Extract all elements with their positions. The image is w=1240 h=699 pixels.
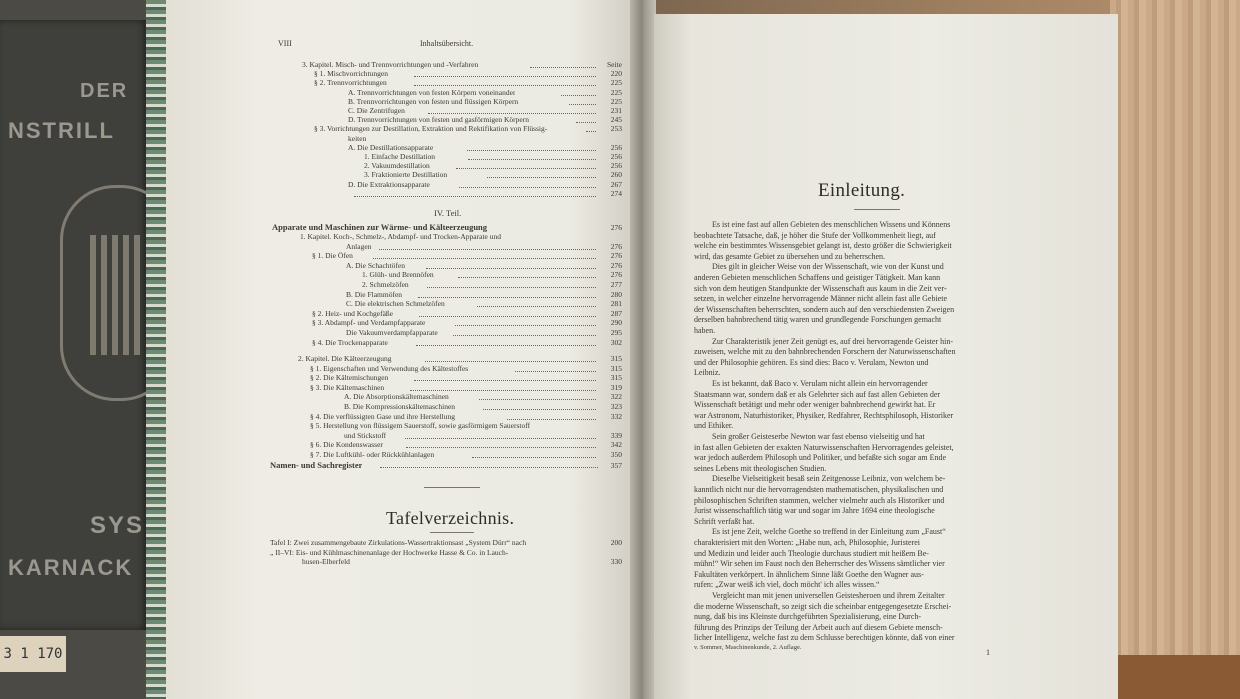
body-line: setzen, in welcher einzelne hervorragende Männer nicht allein fast alle Gebiete xyxy=(694,294,947,304)
register-page: 357 xyxy=(610,461,622,470)
leader-dots xyxy=(479,393,596,400)
leader-dots xyxy=(530,61,596,68)
body-line: war jedoch außerdem Philosoph und Politiker, und befaßte sich sogar am Ende xyxy=(694,453,947,463)
body-line: Es ist bekannt, daß Baco v. Verulam nicht allein ein hervorragender xyxy=(712,379,928,388)
leader-dots xyxy=(380,461,598,468)
body-line: wird, das gesamte Gebiet zu übersehen und zu beherrschen. xyxy=(694,251,886,261)
body-line: und Ethiker. xyxy=(694,421,734,431)
toc-page-number: 276 xyxy=(610,260,622,270)
footnote: v. Sommer, Maschinenkunde, 2. Auflage. xyxy=(694,644,802,651)
body-line: und Medizin und leider auch Theologie durchaus studiert mit heißem Be- xyxy=(694,548,929,558)
body-line: Sein großer Geisteserbe Newton war fast ebenso vielseitig und hat xyxy=(712,432,925,441)
leader-dots xyxy=(373,252,596,259)
leader-dots xyxy=(455,319,597,326)
toc-entry: § 4. Die verflüssigten Gase und ihre Herstellung xyxy=(310,411,455,421)
body-line: Leibniz. xyxy=(694,368,721,378)
toc-entry: Die Vakuumverdampfapparate xyxy=(346,328,438,337)
toc-page-number: 319 xyxy=(610,382,622,392)
toc-entry: 1. Einfache Destillation xyxy=(364,152,436,161)
toc-entry: C. Die Zentrifugen xyxy=(348,106,405,115)
toc-page-number: 332 xyxy=(610,411,622,421)
plate-entry: Tafel I: Zwei zusammengebaute Zirkulations-Wassertraktionsast „System Dürr“ nach xyxy=(270,538,527,547)
leader-dots xyxy=(426,262,596,269)
toc-entry: 2. Schmelzöfen xyxy=(362,280,409,289)
body-line: zuweisen, welche mit zu den bahnbrechenden Forschern der Naturwissenschaften xyxy=(694,347,956,357)
toc-entry: 2. Vakuumdestillation xyxy=(364,161,430,171)
plate-entry: „ II–VI: Eis- und Kühlmaschinenanlage der Hochwerke Hasse & Co. in Lauch- xyxy=(270,547,509,557)
toc-entry: § 1. Mischvorrichtungen xyxy=(314,69,388,79)
leader-dots xyxy=(458,271,596,278)
toc-entry: A. Die Destillationsapparate xyxy=(348,142,434,152)
plate-entry: husen-Elberfeld xyxy=(302,557,350,566)
body-line: haben. xyxy=(694,326,716,335)
wooden-shelf-edge xyxy=(1110,655,1240,699)
body-line: licher Intelligenz, welche fast zu dem Schlusse berechtigen könnte, daß von einer xyxy=(694,633,955,643)
body-line: war Astronom, Naturhistoriker, Physiker, Redfahrer, Rechtsphilosoph, Historiker xyxy=(694,410,954,420)
leader-dots xyxy=(414,70,596,77)
leader-dots xyxy=(515,365,596,372)
leader-dots xyxy=(416,339,597,346)
radiator-emblem-icon xyxy=(90,235,140,355)
body-line: in fast allen Gebieten der exakten Naturwissenschaften Hervorragendes geleistet, xyxy=(694,442,954,452)
toc-entry: § 1. Die Öfen xyxy=(312,251,353,261)
toc-page-number: 231 xyxy=(610,106,622,115)
toc-entry: § 3. Vorrichtungen zur Destillation, Extraktion und Rektifikation von Flüssig- xyxy=(314,124,548,134)
chapter-title: Einleitung. xyxy=(818,180,906,201)
toc-page-number: 274 xyxy=(610,188,622,198)
body-line: Dieselbe Vielseitigkeit besaß sein Zeitgenosse Leibniz, von welchem be- xyxy=(712,474,946,484)
toc-entry: § 3. Die Kältemaschinen xyxy=(310,382,385,392)
register-entry: Namen- und Sachregister xyxy=(270,460,363,470)
right-page xyxy=(654,14,1118,699)
toc-page-number: 256 xyxy=(610,152,622,161)
right-page-number: 1 xyxy=(986,648,990,657)
toc-page-number: 315 xyxy=(610,354,622,363)
toc-entry: § 6. Die Kondenswasser xyxy=(310,440,383,450)
background-book-title-line: KARNACK xyxy=(8,555,134,580)
separator-rule xyxy=(854,209,900,210)
toc-page-number: 245 xyxy=(610,115,622,125)
leader-dots xyxy=(507,413,596,420)
leader-dots xyxy=(379,243,596,250)
toc-entry: B. Trennvorrichtungen von festen und flüssigen Körpern xyxy=(348,96,519,106)
toc-entry: § 5. Herstellung von flüssigem Sauerstoff, sowie gasförmigem Sauerstoff xyxy=(310,421,531,431)
toc-page-number: Seite xyxy=(607,60,622,69)
body-line: Dies gilt in gleicher Weise von der Wissenschaft, wie von der Kunst und xyxy=(712,262,944,272)
body-line: philosophischen Schriften stammen, welcher vielmehr auch als Historiker und xyxy=(694,495,945,505)
body-line: Staatsmann war, sondern daß er als Gelehrter sich auf fast allen Gebieten der xyxy=(694,389,941,399)
body-line: Jurist wissenschaftlich tätig war und sogar im Jahre 1694 eine theologische xyxy=(694,506,935,516)
part4-heading: IV. Teil. xyxy=(434,208,462,218)
toc-entry: und Stickstoff xyxy=(344,430,387,440)
body-line: nung, daß bis ins Kleinste durchgeführten Spezialisierung, eine Durch- xyxy=(694,612,922,622)
body-line: die moderne Wissenschaft, so zeigt sich die scheinbar entgegengesetzte Erschei- xyxy=(694,601,952,611)
toc-page-number: 323 xyxy=(610,402,622,411)
body-line: derselben bahnbrechend tätig waren und grundlegende Forschungen gemacht xyxy=(694,315,942,325)
body-line: Zur Charakteristik jener Zeit genügt es, auf drei hervorragende Geister hin- xyxy=(712,336,954,346)
toc-entry: D. Die Extraktionsapparate xyxy=(348,179,430,189)
toc-entry: B. Die Flammöfen xyxy=(346,289,403,299)
toc-page-number: 295 xyxy=(610,328,622,337)
toc-page-number: 315 xyxy=(610,363,622,373)
leader-dots xyxy=(425,355,596,362)
body-line: Es ist jene Zeit, welche Goethe so treffend in der Einleitung zum „Faust“ xyxy=(712,527,946,537)
toc-entry: § 1. Eigenschaften und Verwendung des Kältestoffes xyxy=(310,363,469,373)
leader-dots xyxy=(428,107,596,114)
toc-entry: A. Die Schachtöfen xyxy=(346,260,405,270)
leader-dots xyxy=(468,153,597,160)
toc-page-number: 277 xyxy=(610,280,622,289)
separator-rule xyxy=(430,532,474,533)
leader-dots xyxy=(406,441,596,448)
plate-page-number: 330 xyxy=(610,557,622,566)
toc-page-number: 350 xyxy=(610,450,622,459)
leader-dots xyxy=(586,125,596,132)
leader-dots xyxy=(487,171,596,178)
toc-page-number: 256 xyxy=(610,142,622,152)
background-book-title-line: NSTRILL xyxy=(8,118,115,143)
toc-entry: Anlagen xyxy=(346,241,372,251)
leader-dots xyxy=(569,98,597,105)
body-line: rufen: „Zwar weiß ich viel, doch möcht' ich alles wissen.“ xyxy=(694,580,880,590)
toc-entry: § 7. Die Luftkühl- oder Rückkühlanlagen xyxy=(310,450,435,459)
toc-entry: 1. Kapitel. Koch-, Schmelz-, Abdampf- und Trocken-Apparate und xyxy=(300,232,501,241)
background-book xyxy=(0,0,152,699)
body-line: mühn!“ Wir sehen im Faust noch den Beherrscher des Wissens sämtlicher vier xyxy=(694,559,945,569)
body-line: der Wissenschaften beherrschten, sondern auch auf den verschiedensten Zweigen xyxy=(694,304,955,314)
toc-entry: § 2. Trennvorrichtungen xyxy=(314,78,387,88)
background-book-title-line: DER xyxy=(80,80,129,102)
body-line: und der Philosophie gehören. Es sind dies: Baco v. Verulam, Newton und xyxy=(694,357,929,367)
toc-page-number: 287 xyxy=(610,308,622,318)
leader-dots xyxy=(354,190,596,197)
leader-dots xyxy=(576,116,596,123)
body-line: beobachtete Tatsache, daß, je höher die Stufe der Vollkommenheit liegt, auf xyxy=(694,230,936,240)
leader-dots xyxy=(467,144,596,151)
toc-page-number: 290 xyxy=(610,318,622,328)
toc-page-number: 322 xyxy=(610,392,622,402)
toc-entry: D. Trennvorrichtungen von festen und gasförmigen Körpern xyxy=(348,115,530,125)
plates-title: Tafelverzeichnis. xyxy=(386,508,515,528)
toc-entry: 3. Fraktionierte Destillation xyxy=(364,170,448,180)
toc-page-number: 315 xyxy=(610,373,622,383)
leader-dots xyxy=(453,329,596,336)
toc-page-number: 281 xyxy=(610,299,622,309)
toc-entry: C. Die elektrischen Schmelzöfen xyxy=(346,299,445,309)
body-line: Wissenschaft betätigt und mehr oder weniger bahnbrechend gewirkt hat. Er xyxy=(694,400,936,410)
toc-page-number: 276 xyxy=(610,251,622,261)
library-sticker: 3 1 170 xyxy=(0,636,66,672)
background-book-title-line: SYS xyxy=(90,512,145,539)
toc-entry: keiten xyxy=(348,133,367,143)
plate-page-number: 200 xyxy=(610,538,622,547)
leader-dots xyxy=(418,291,596,298)
toc-entry: A. Trennvorrichtungen von festen Körpern voneinander xyxy=(348,87,516,97)
body-line: sich von dem heutigen Standpunkte der Wissenschaft aus kaum in die Zeit ver- xyxy=(694,283,947,293)
toc-page-number: 225 xyxy=(610,87,622,97)
toc-entry: 2. Kapitel. Die Kälteerzeugung xyxy=(298,354,392,363)
leader-dots xyxy=(472,451,596,458)
toc-entry: 1. Glüh- und Brennöfen xyxy=(362,270,434,280)
toc-page-number: 260 xyxy=(610,170,622,180)
leader-dots xyxy=(405,432,596,439)
leader-dots xyxy=(561,89,596,96)
leader-dots xyxy=(414,374,597,381)
body-line: charakterisiert mit den Worten: „Habe nun, ach, Philosophie, Juristerei xyxy=(694,538,921,547)
toc-entry: § 4. Die Trockenapparate xyxy=(312,337,388,347)
leader-dots xyxy=(483,403,596,410)
toc-page-number: 276 xyxy=(610,270,622,280)
toc-entry: A. Die Absorptionskältemaschinen xyxy=(344,392,449,402)
leader-dots xyxy=(419,310,596,317)
body-line: führung des Prinzips der Teilung der Arbeit auch auf diesem Gebiete mensch- xyxy=(694,622,943,632)
toc-page-number: 280 xyxy=(610,289,622,299)
toc-page-number: 220 xyxy=(610,69,622,79)
toc-page-number: 276 xyxy=(610,241,622,251)
toc-page-number: 339 xyxy=(610,430,622,440)
left-page-number: VIII xyxy=(278,39,292,48)
body-line: Schrift verfaßt hat. xyxy=(694,516,755,526)
toc-page-number: 302 xyxy=(610,337,622,347)
part4-page: 276 xyxy=(610,223,622,232)
body-line: Vergleicht man mit jenen universellen Geistesheroen und ihrem Zeitalter xyxy=(712,591,945,600)
body-line: kanntlich nicht nur die hervorragendsten mathematischen, physikalischen und xyxy=(694,485,944,494)
body-line: Fakultäten verkörpert. In ähnlichem Sinne läßt Goethe den Wagner aus- xyxy=(694,569,924,579)
leader-dots xyxy=(459,181,596,188)
body-line: Es ist eine fast auf allen Gebieten des menschlichen Wissens und Könnens xyxy=(712,220,951,229)
leader-dots xyxy=(477,300,596,307)
leader-dots xyxy=(410,384,596,391)
toc-page-number: 267 xyxy=(610,179,622,189)
book-page-edges xyxy=(146,0,168,699)
running-title: Inhaltsübersicht. xyxy=(420,39,474,48)
left-page xyxy=(166,0,640,699)
separator-rule xyxy=(424,487,480,488)
body-line: seines Lebens mit theologischen Studien. xyxy=(694,463,827,473)
body-line: anderen Gebieten menschlichen Schaffens und geistiger Tätigkeit. Man kann xyxy=(694,273,941,282)
toc-entry: § 3. Abdampf- und Verdampfapparate xyxy=(312,318,426,328)
toc-page-number: 225 xyxy=(610,78,622,88)
leader-dots xyxy=(414,79,596,86)
toc-page-number: 253 xyxy=(610,124,622,134)
toc-page-number: 256 xyxy=(610,161,622,171)
wooden-shelf xyxy=(1110,0,1240,699)
part4-title: Apparate und Maschinen zur Wärme- und Kälteerzeugung xyxy=(272,222,488,232)
toc-page-number: 225 xyxy=(610,96,622,106)
leader-dots xyxy=(456,162,596,169)
toc-page-number: 342 xyxy=(610,440,622,450)
toc-entry: § 2. Die Kältemischungen xyxy=(310,373,389,383)
toc-entry: B. Die Kompressionskältemaschinen xyxy=(344,402,456,411)
leader-dots xyxy=(427,281,597,288)
book-gutter xyxy=(630,0,656,699)
toc-entry: 3. Kapitel. Misch- und Trennvorrichtungen und -Verfahren xyxy=(302,60,479,69)
body-line: welche ein bestimmtes Wissensgebiet gelangt ist, desto größer die Schwierigkeit xyxy=(694,241,952,251)
toc-entry: § 2. Heiz- und Kochgefäße xyxy=(312,308,394,318)
